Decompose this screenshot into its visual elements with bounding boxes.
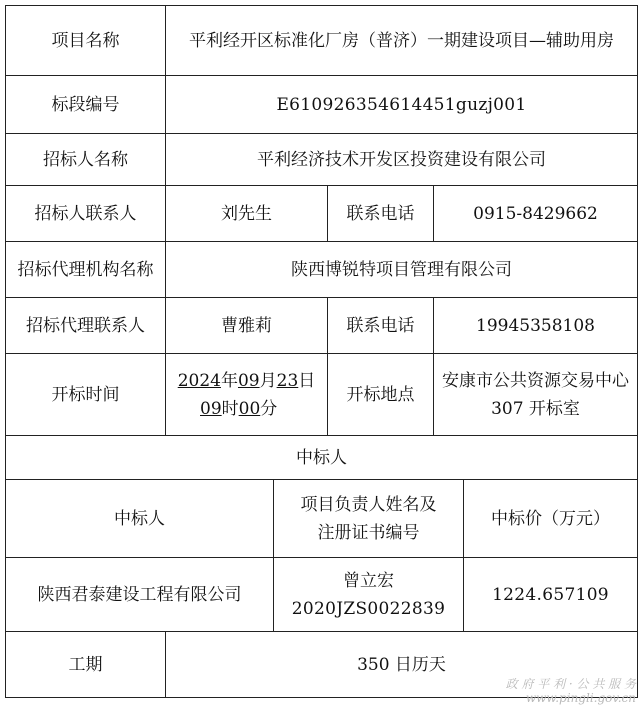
row-agency-contact	[6, 298, 638, 354]
tenderer-value: 平利经济技术开发区投资建设有限公司	[166, 134, 638, 186]
manager-col-line2: 注册证书编号	[317, 522, 420, 543]
opening-minute: 00	[238, 398, 261, 419]
manager-cert: 2020JZS0022839	[291, 598, 446, 619]
manager-col-header	[274, 480, 464, 558]
agency-phone-value: 19945358108	[434, 298, 638, 354]
row-winner-header	[6, 436, 638, 480]
winner-col-header: 中标人	[6, 480, 274, 558]
section-no-label: 标段编号	[6, 76, 166, 134]
tenderer-label: 招标人名称	[6, 134, 166, 186]
row-tenderer-contact	[6, 186, 638, 242]
agency-value: 陕西博锐特项目管理有限公司	[166, 242, 638, 298]
watermark-line2: www.pingli.gov.cn	[525, 691, 636, 705]
section-no-value: E610926354614451guzj001	[166, 76, 638, 134]
winner-manager	[274, 558, 464, 632]
row-opening	[6, 354, 638, 436]
manager-col-line1: 项目负责人姓名及	[300, 494, 437, 515]
opening-place-line1: 安康市公共资源交易中心	[442, 370, 629, 391]
agency-phone-label: 联系电话	[328, 298, 434, 354]
project-name-value: 平利经开区标准化厂房（普济）一期建设项目—辅助用房	[166, 6, 638, 76]
opening-place-value	[434, 354, 638, 436]
opening-time-value	[166, 354, 328, 436]
year-unit: 年	[220, 370, 238, 391]
period-value: 350 日历天	[166, 632, 638, 698]
award-table	[5, 5, 637, 698]
tenderer-contact-value: 刘先生	[166, 186, 328, 242]
opening-time-label: 开标时间	[6, 354, 166, 436]
project-name-label: 项目名称	[6, 6, 166, 76]
manager-name: 曾立宏	[343, 570, 394, 591]
row-section-no	[6, 76, 638, 134]
minute-unit: 分	[260, 398, 278, 419]
agency-contact-value: 曹雅莉	[166, 298, 328, 354]
price-col-header: 中标价（万元）	[464, 480, 638, 558]
hour-unit: 时	[221, 398, 239, 419]
row-agency	[6, 242, 638, 298]
tenderer-phone-label: 联系电话	[328, 186, 434, 242]
tenderer-contact-label: 招标人联系人	[6, 186, 166, 242]
opening-day: 23	[276, 370, 299, 391]
opening-year: 2024	[177, 370, 221, 391]
row-winner-columns	[6, 480, 638, 558]
period-label: 工期	[6, 632, 166, 698]
tenderer-phone-value: 0915-8429662	[434, 186, 638, 242]
watermark	[506, 677, 636, 705]
winner-price: 1224.657109	[464, 558, 638, 632]
month-unit: 月	[259, 370, 277, 391]
day-unit: 日	[298, 370, 316, 391]
opening-place-line2: 307 开标室	[491, 398, 580, 419]
opening-place-label: 开标地点	[328, 354, 434, 436]
winner-name: 陕西君泰建设工程有限公司	[6, 558, 274, 632]
row-winner	[6, 558, 638, 632]
row-tenderer	[6, 134, 638, 186]
agency-contact-label: 招标代理联系人	[6, 298, 166, 354]
opening-hour: 09	[200, 398, 222, 419]
row-project-name	[6, 6, 638, 76]
watermark-line1: 政 府 平 利 · 公 共 服 务	[505, 677, 636, 691]
winner-section-header: 中标人	[6, 436, 638, 480]
opening-month: 09	[237, 370, 260, 391]
agency-label: 招标代理机构名称	[6, 242, 166, 298]
